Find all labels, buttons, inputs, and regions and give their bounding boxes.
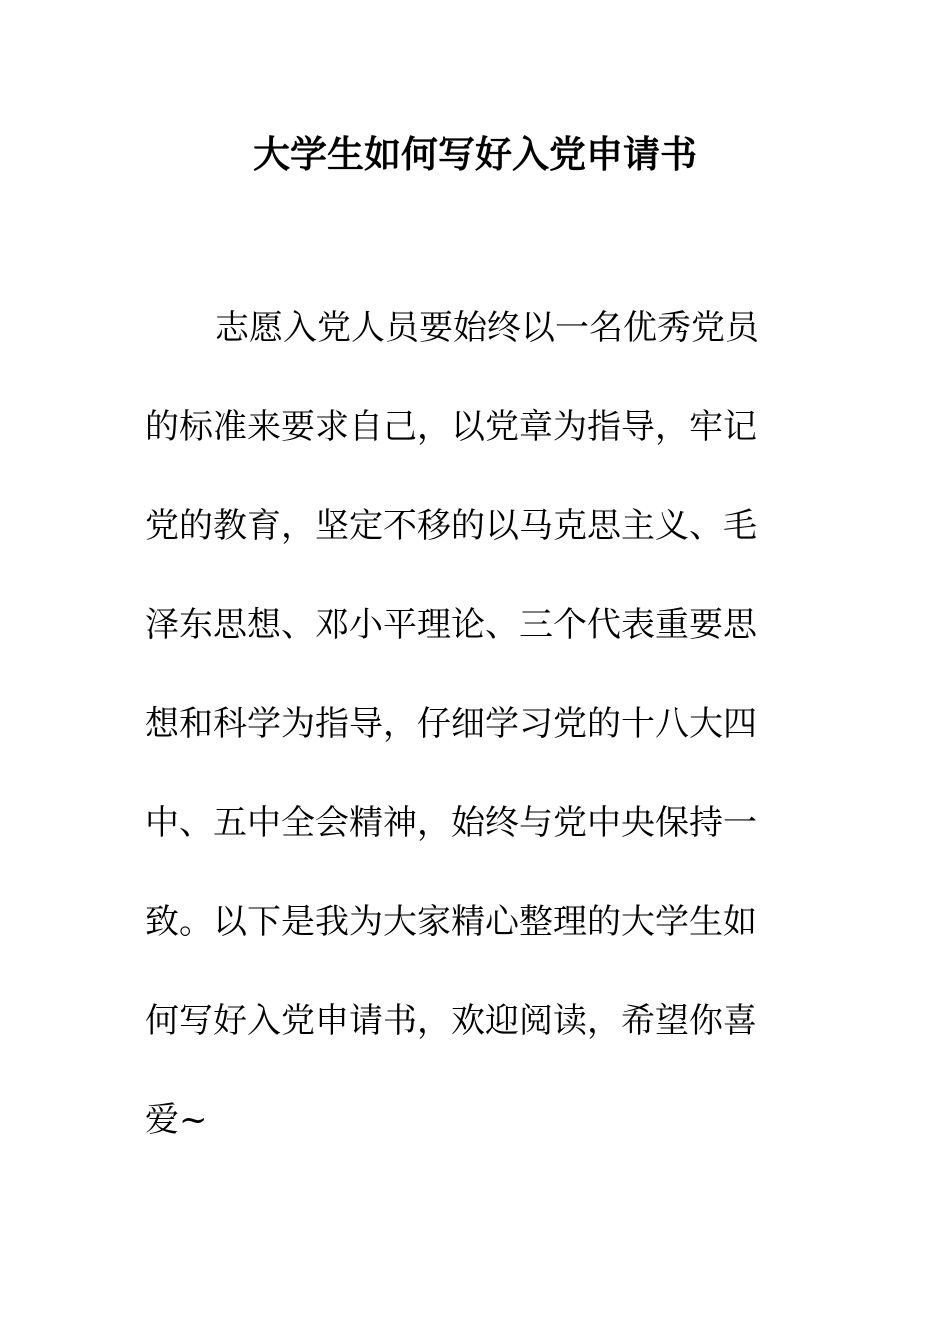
paragraph-line: 的标准来要求自己，以党章为指导，牢记 — [145, 407, 757, 447]
paragraph-line: 致。以下是我为大家精心整理的大学生如 — [145, 902, 757, 942]
intro-paragraph — [145, 300, 785, 1191]
paragraph-line: 何写好入党申请书，欢迎阅读，希望你喜 — [145, 1001, 757, 1041]
paragraph-line: 中、五中全会精神，始终与党中央保持一 — [145, 803, 757, 843]
paragraph-line: 志愿入党人员要始终以一名优秀党员 — [215, 308, 759, 348]
paragraph-line: 想和科学为指导，仔细学习党的十八大四 — [145, 704, 757, 744]
paragraph-line: 爱~ — [145, 1100, 208, 1140]
paragraph-line: 泽东思想、邓小平理论、三个代表重要思 — [145, 605, 757, 645]
document-title: 大学生如何写好入党申请书 — [253, 132, 697, 176]
paragraph-line: 党的教育，坚定不移的以马克思主义、毛 — [145, 506, 757, 546]
